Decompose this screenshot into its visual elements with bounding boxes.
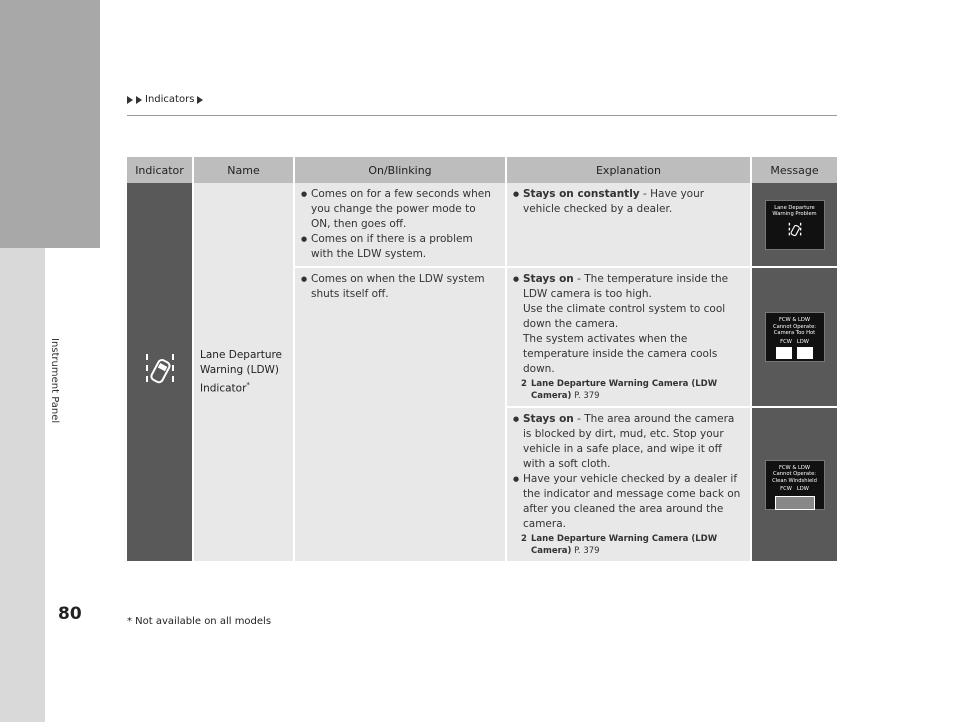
breadcrumb-arrow-icon	[136, 96, 142, 104]
explanation-cell	[506, 407, 751, 562]
page-number: 80	[58, 604, 82, 624]
reference-arrow-icon: 2	[521, 534, 527, 544]
breadcrumb-arrow-icon	[127, 96, 133, 104]
message-cell	[751, 183, 837, 267]
table-header-row	[127, 157, 837, 183]
explanation-term: Stays on constantly	[523, 188, 640, 200]
list-item: ● Have your vehicle checked by a dealer if the indicator and message come back on after you cleaned the area around the camera.	[513, 472, 744, 532]
header-rule	[127, 115, 837, 116]
header-explanation: Explanation	[506, 157, 751, 183]
windshield-icon	[775, 496, 815, 510]
indicator-name-cell	[193, 183, 294, 562]
page-reference[interactable]: 2 Lane Departure Warning Camera (LDW Camera) P. 379	[521, 379, 718, 401]
explanation-text: - The temperature inside the LDW camera is too high.	[523, 273, 729, 300]
list-item	[513, 187, 744, 217]
indicator-table	[127, 157, 837, 563]
lane-departure-icon	[787, 221, 803, 239]
breadcrumb-section: Indicators	[145, 94, 195, 105]
list-item	[513, 412, 744, 472]
reference-arrow-icon: 2	[521, 379, 527, 389]
camera-icon	[776, 347, 792, 359]
explanation-cell	[506, 183, 751, 267]
message-screen: FCW & LDW Cannot Operate: Camera Too Hot FCW LDW	[765, 312, 825, 362]
message-screen: Lane Departure Warning Problem	[765, 200, 825, 250]
on-blinking-cell	[294, 183, 506, 267]
explanation-text: - Have your vehicle checked by a dealer.	[523, 188, 705, 215]
list-item: ● Comes on for a few seconds when you change the power mode to ON, then goes off.	[301, 187, 497, 232]
message-cell	[751, 407, 837, 562]
footnote: * Not available on all models	[127, 616, 272, 627]
breadcrumb	[127, 94, 203, 105]
on-blinking-cell	[294, 267, 506, 562]
indicator-name: Lane Departure Warning (LDW) Indicator	[200, 348, 283, 395]
breadcrumb-arrow-icon	[197, 96, 203, 104]
lane-departure-icon	[143, 350, 177, 390]
list-item: ● Stays on - The temperature inside the LDW camera is too high. Use the climate control system to cool down the camera. The system activates when the temperature inside the camera cools down.	[513, 272, 744, 377]
table-row	[127, 183, 837, 267]
side-tab: Instrument Panel	[49, 338, 60, 424]
availability-mark: *	[246, 380, 250, 389]
indicator-cell	[127, 183, 193, 562]
explanation-term: Stays on	[523, 413, 574, 425]
header-message: Message	[751, 157, 837, 183]
header-on-blinking: On/Blinking	[294, 157, 506, 183]
list-item: ● Comes on if there is a problem with the LDW system.	[301, 232, 497, 262]
explanation-text: - The area around the camera is blocked by dirt, mud, etc. Stop your vehicle in a safe place, and wipe it off with a soft cloth.	[523, 413, 735, 470]
explanation-cell	[506, 267, 751, 407]
message-cell	[751, 267, 837, 407]
explanation-term: Stays on	[523, 273, 574, 285]
header-indicator: Indicator	[127, 157, 193, 183]
page-reference[interactable]: 2 Lane Departure Warning Camera (LDW Camera) P. 379	[521, 534, 718, 556]
message-screen: FCW & LDW Cannot Operate: Clean Windshield FCW LDW	[765, 460, 825, 510]
list-item: ● Comes on when the LDW system shuts itself off.	[301, 272, 497, 302]
thermometer-icon	[797, 347, 813, 359]
header-name: Name	[193, 157, 294, 183]
side-block	[0, 0, 100, 248]
